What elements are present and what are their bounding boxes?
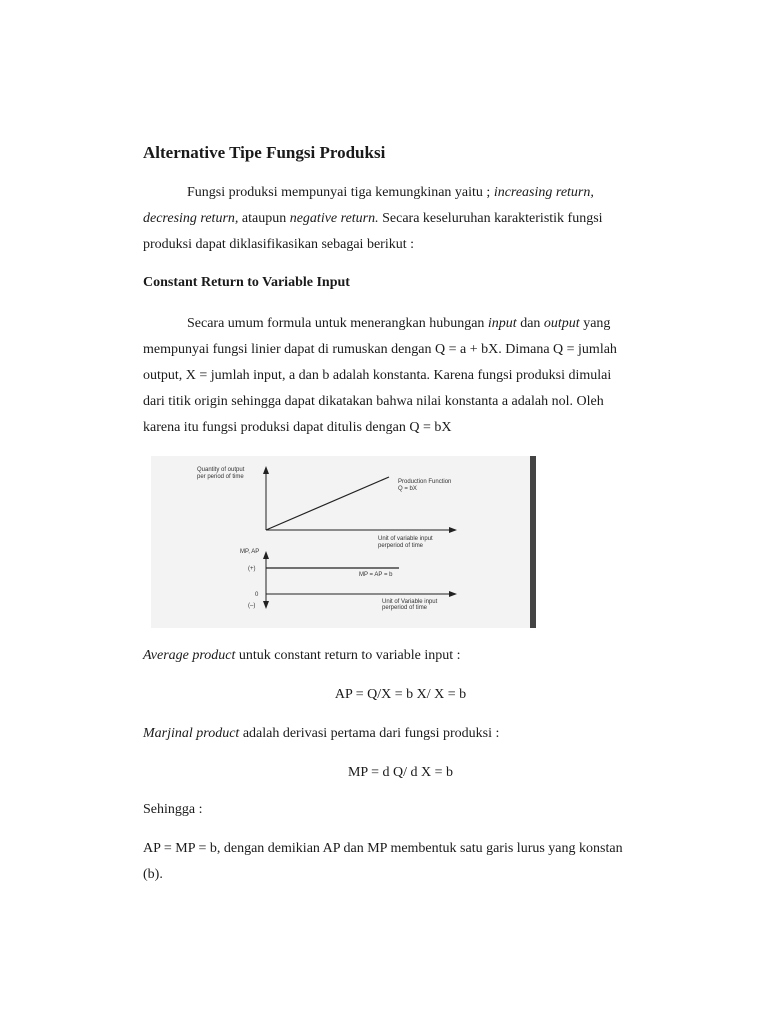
zero-label: 0 xyxy=(255,592,259,598)
section-italic-input: input xyxy=(487,316,517,331)
section-text-2: dan xyxy=(516,316,544,331)
bottom-y-arrow-up-icon xyxy=(263,551,269,559)
formula-mp: MP = d Q/ d X = b xyxy=(347,765,454,780)
average-product-italic: Average product xyxy=(143,648,236,663)
mp-label: MP = AP = b xyxy=(359,572,393,578)
top-x-label-2: perperiod of time xyxy=(378,543,424,549)
production-function-line xyxy=(266,477,389,530)
marginal-product-line xyxy=(143,726,499,742)
intro-text-1: Fungsi produksi mempunyai tiga kemungkinan yaitu ; xyxy=(187,185,494,200)
conclusion-line-2: (b). xyxy=(143,867,163,882)
section-text-3: yang xyxy=(579,316,611,331)
bottom-y-label: MP, AP xyxy=(240,549,260,555)
plus-label: (+) xyxy=(248,566,256,572)
intro-italic-2: decresing return, xyxy=(143,211,239,226)
sehingga-line: Sehingga : xyxy=(143,802,203,817)
formula-ap: AP = Q/X = b X/ X = b xyxy=(334,687,467,702)
top-y-label-1: Quantity of output xyxy=(197,467,245,473)
top-x-label-1: Unit of variable input xyxy=(378,536,433,542)
bottom-x-label-1: Unit of Variable input xyxy=(382,599,438,605)
average-product-line xyxy=(143,648,461,664)
average-product-text: untuk constant return to variable input : xyxy=(235,648,461,663)
intro-text-3: Secara keseluruhan karakteristik fungsi xyxy=(378,211,603,226)
marginal-product-italic: Marjinal product xyxy=(143,726,240,741)
figure-diagram xyxy=(151,456,530,628)
top-x-arrow-icon xyxy=(449,527,457,533)
bottom-x-label-2: perperiod of time xyxy=(382,605,428,611)
minus-label: (–) xyxy=(248,603,256,609)
intro-paragraph xyxy=(143,180,643,258)
bottom-y-arrow-down-icon xyxy=(263,601,269,609)
intro-text-2: ataupun xyxy=(238,211,290,226)
section-text-1: Secara umum formula untuk menerangkan hubungan xyxy=(187,316,488,331)
page-title: Alternative Tipe Fungsi Produksi xyxy=(143,143,386,162)
line-label-1: Production Function xyxy=(398,479,452,485)
section-line-3: output, X = jumlah input, a dan b adalah konstanta. Karena fungsi produksi dimulai xyxy=(143,368,612,383)
line-label-2: Q = bX xyxy=(398,486,417,492)
conclusion-line-1: AP = MP = b, dengan demikian AP dan MP membentuk satu garis lurus yang konstan xyxy=(143,841,623,856)
top-y-arrow-icon xyxy=(263,466,269,474)
bottom-x-arrow-icon xyxy=(449,591,457,597)
section-line-4: dari titik origin sehingga dapat dikatakan bahwa nilai konstanta a adalah nol. Oleh xyxy=(143,394,604,409)
intro-italic-3: negative return. xyxy=(289,211,379,226)
marginal-product-text: adalah derivasi pertama dari fungsi produksi : xyxy=(239,726,500,741)
section-paragraph xyxy=(143,311,663,441)
section-line-5: karena itu fungsi produksi dapat ditulis dengan Q = bX xyxy=(143,420,452,435)
intro-text-4: produksi dapat diklasifikasikan sebagai berikut : xyxy=(143,237,414,252)
section-heading: Constant Return to Variable Input xyxy=(143,275,350,290)
section-line-2: mempunyai fungsi linier dapat di rumuskan dengan Q = a + bX. Dimana Q = jumlah xyxy=(143,342,617,357)
top-y-label-2: per period of time xyxy=(197,474,244,480)
section-italic-output: output xyxy=(543,316,580,331)
intro-italic-1: increasing return, xyxy=(493,185,594,200)
production-function-figure xyxy=(151,456,536,628)
